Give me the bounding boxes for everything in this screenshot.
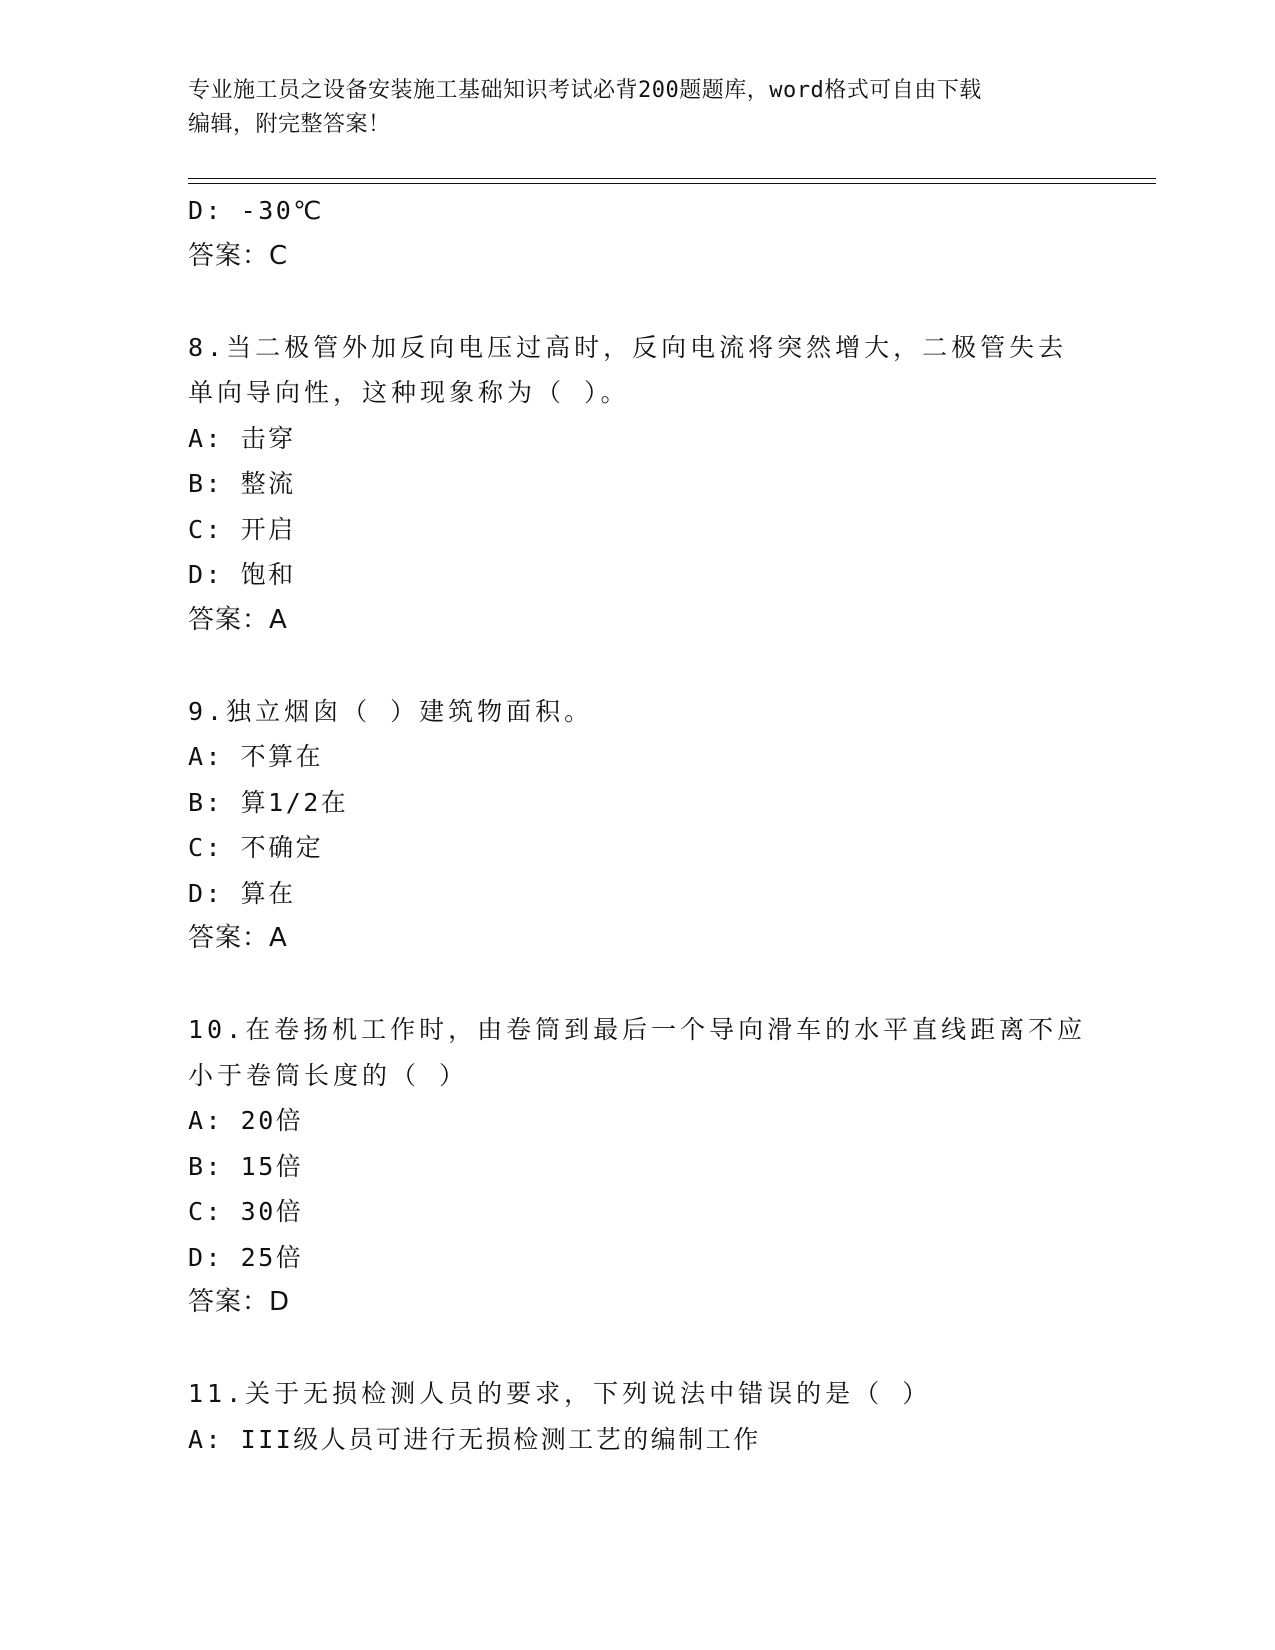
option-a: A: III级人员可进行无损检测工艺的编制工作 <box>188 1424 761 1454</box>
question-list <box>188 188 1088 1462</box>
option-c: C: 开启 <box>188 514 296 544</box>
option-b: B: 整流 <box>188 469 296 498</box>
question-8 <box>188 325 1088 644</box>
header-divider-top <box>188 178 1156 179</box>
question-text: 单向导向性，这种现象称为（ ）。 <box>188 378 630 407</box>
option-d: D: 算在 <box>188 878 296 908</box>
option-a: A: 击穿 <box>188 423 296 453</box>
header-line-2: 编辑，附完整答案！ <box>188 112 391 137</box>
document-header <box>188 74 1088 142</box>
option-b: B: 15倍 <box>188 1151 304 1181</box>
answer-line: 答案：C <box>188 240 289 271</box>
answer-line: 答案：A <box>188 604 288 635</box>
header-line-1: 专业施工员之设备安装施工基础知识考试必背200题题库，word格式可自由下载 <box>188 78 982 103</box>
question-11 <box>188 1371 1088 1462</box>
question-text: 10.在卷扬机工作时，由卷筒到最后一个导向滑车的水平直线距离不应 <box>188 1015 1087 1044</box>
option-d: D: 25倍 <box>188 1242 304 1272</box>
header-divider-bottom <box>188 183 1156 184</box>
answer-line: 答案：D <box>188 1287 291 1317</box>
option-a: A: 20倍 <box>188 1106 304 1135</box>
question-10 <box>188 1007 1088 1326</box>
option-c: C: 不确定 <box>188 833 324 862</box>
option-d: D: 饱和 <box>188 560 296 589</box>
question-text: 11.关于无损检测人员的要求，下列说法中错误的是（ ） <box>188 1379 932 1408</box>
option-b: B: 算1/2在 <box>188 787 349 817</box>
answer-line: 答案：A <box>188 923 288 953</box>
question-text: 9.独立烟囱（ ）建筑物面积。 <box>188 696 594 726</box>
question-text: 小于卷筒长度的（ ） <box>188 1060 469 1090</box>
question-text: 8.当二极管外加反向电压过高时，反向电流将突然增大，二极管失去 <box>188 332 1068 362</box>
option-d: D: -30℃ <box>188 196 324 225</box>
option-c: C: 30倍 <box>188 1197 304 1226</box>
option-a: A: 不算在 <box>188 742 324 771</box>
question-9 <box>188 689 1088 962</box>
